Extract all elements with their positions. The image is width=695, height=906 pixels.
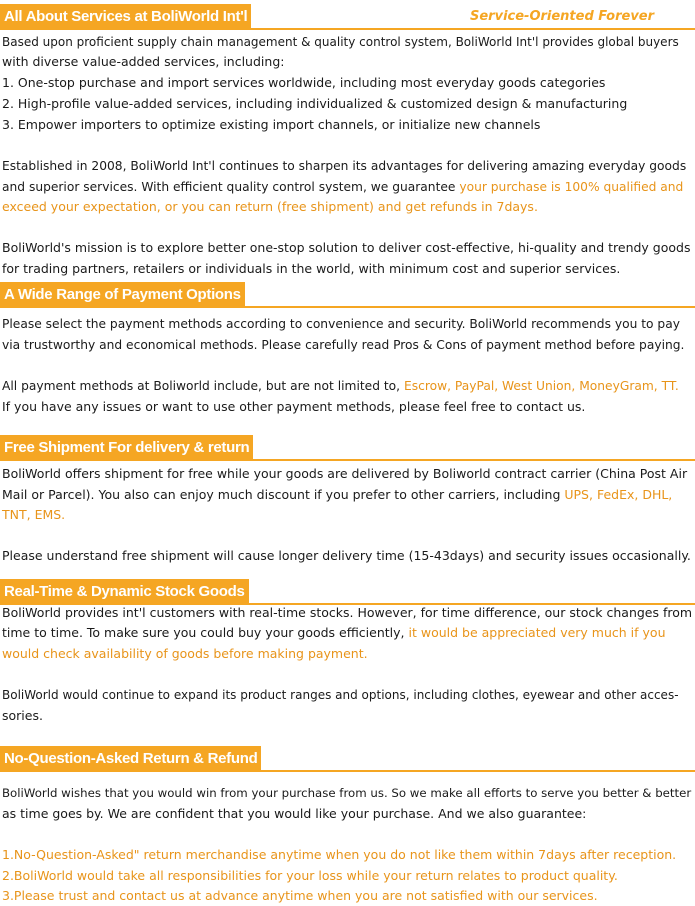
highlight-text: it would be appreciated very much if you — [408, 625, 666, 640]
highlight-line: exceed your expectation, or you can return (free shipment) and get refunds in 7days. — [2, 199, 538, 214]
section-header-return — [0, 746, 695, 772]
section-header-stock — [0, 579, 695, 605]
text-line — [2, 376, 679, 396]
text-line: BoliWorld provides int'l customers with real-time stocks. However, for time difference, our stock changes from — [2, 605, 693, 620]
text-span: time to time. To make sure you could buy your goods efficiently, — [2, 625, 409, 640]
text-line: Please understand free shipment will cause longer delivery time (15-43days) and security issues occasionally. — [2, 548, 691, 563]
section-header-payment — [0, 282, 695, 308]
header-rule — [0, 770, 695, 772]
header-rule — [0, 306, 695, 308]
section-title: A Wide Range of Payment Options — [0, 282, 245, 308]
text-span: All payment methods at Boliworld include, but are not limited to, — [2, 379, 404, 393]
text-line: BoliWorld offers shipment for free while your goods are delivered by Boliworld contract carrier (China Post Air — [2, 466, 688, 481]
guarantee-item: 2.BoliWorld would take all responsibilities for your loss while your return relates to product quality. — [2, 868, 618, 883]
text-line: BoliWorld wishes that you would win from your purchase from us. So we make all efforts to serve you better & better — [2, 786, 692, 800]
highlight-line: TNT, EMS. — [2, 507, 66, 522]
list-item: 2. High-profile value-added services, including individualized & customized design & manufacturing — [2, 96, 628, 111]
text-line — [2, 485, 672, 505]
text-span: Mail or Parcel). You also can enjoy much discount if you prefer to other carriers, including — [2, 487, 565, 502]
section-title: Free Shipment For delivery & return — [0, 435, 253, 461]
text-line: BoliWorld would continue to expand its product ranges and options, including clothes, eyewear and other acces- — [2, 688, 679, 702]
guarantee-item: 3.Please trust and contact us at advance anytime when you are not satisfied with our services. — [2, 888, 598, 903]
text-line: as time goes by. We are confident that you would like your purchase. And we also guarantee: — [2, 806, 587, 821]
header-rule — [0, 459, 695, 461]
section-title: All About Services at BoliWorld Int'l — [0, 4, 251, 30]
text-line — [2, 177, 683, 197]
section-header-shipment — [0, 435, 695, 461]
slogan: Service-Oriented Forever — [470, 9, 655, 24]
text-line — [2, 623, 666, 643]
text-line: via trustworthy and economical methods. Please carefully read Pros & Cons of payment method before paying. — [2, 338, 685, 352]
section-title: Real-Time & Dynamic Stock Goods — [0, 579, 249, 605]
section-title: No-Question-Asked Return & Refund — [0, 746, 261, 772]
guarantee-item: 1.No-Question-Asked" return merchandise anytime when you do not like them within 7days after reception. — [2, 847, 677, 862]
list-item: 1. One-stop purchase and import services worldwide, including most everyday goods categories — [2, 75, 606, 90]
text-line: Please select the payment methods according to convenience and security. BoliWorld recommends you to pay — [2, 317, 680, 331]
header-rule — [0, 28, 695, 30]
text-line: Based upon proficient supply chain management & quality control system, BoliWorld Int'l provides global buyers — [2, 35, 679, 49]
text-line: Established in 2008, BoliWorld Int'l continues to sharpen its advantages for delivering amazing everyday goods — [2, 159, 687, 173]
highlight-text: Escrow, PayPal, West Union, MoneyGram, TT. — [403, 379, 679, 393]
text-line: BoliWorld's mission is to explore better one-stop solution to deliver cost-effective, hi-quality and trendy goods — [2, 240, 691, 255]
text-line: for trading partners, retailers or individuals in the world, with minimum cost and superior services. — [2, 261, 621, 276]
highlight-text: your purchase is 100% qualified and — [459, 180, 684, 194]
highlight-text: UPS, FedEx, DHL, — [564, 487, 673, 502]
text-line: with diverse value-added services, including: — [2, 54, 285, 69]
list-item: 3. Empower importers to optimize existing import channels, or initialize new channels — [2, 117, 541, 132]
highlight-line: would check availability of goods before making payment. — [2, 646, 368, 661]
text-line: If you have any issues or want to use other payment methods, please feel free to contact us. — [2, 399, 586, 414]
text-span: and superior services. With efficient quality control system, we guarantee — [2, 180, 460, 194]
text-line: sories. — [2, 708, 43, 723]
